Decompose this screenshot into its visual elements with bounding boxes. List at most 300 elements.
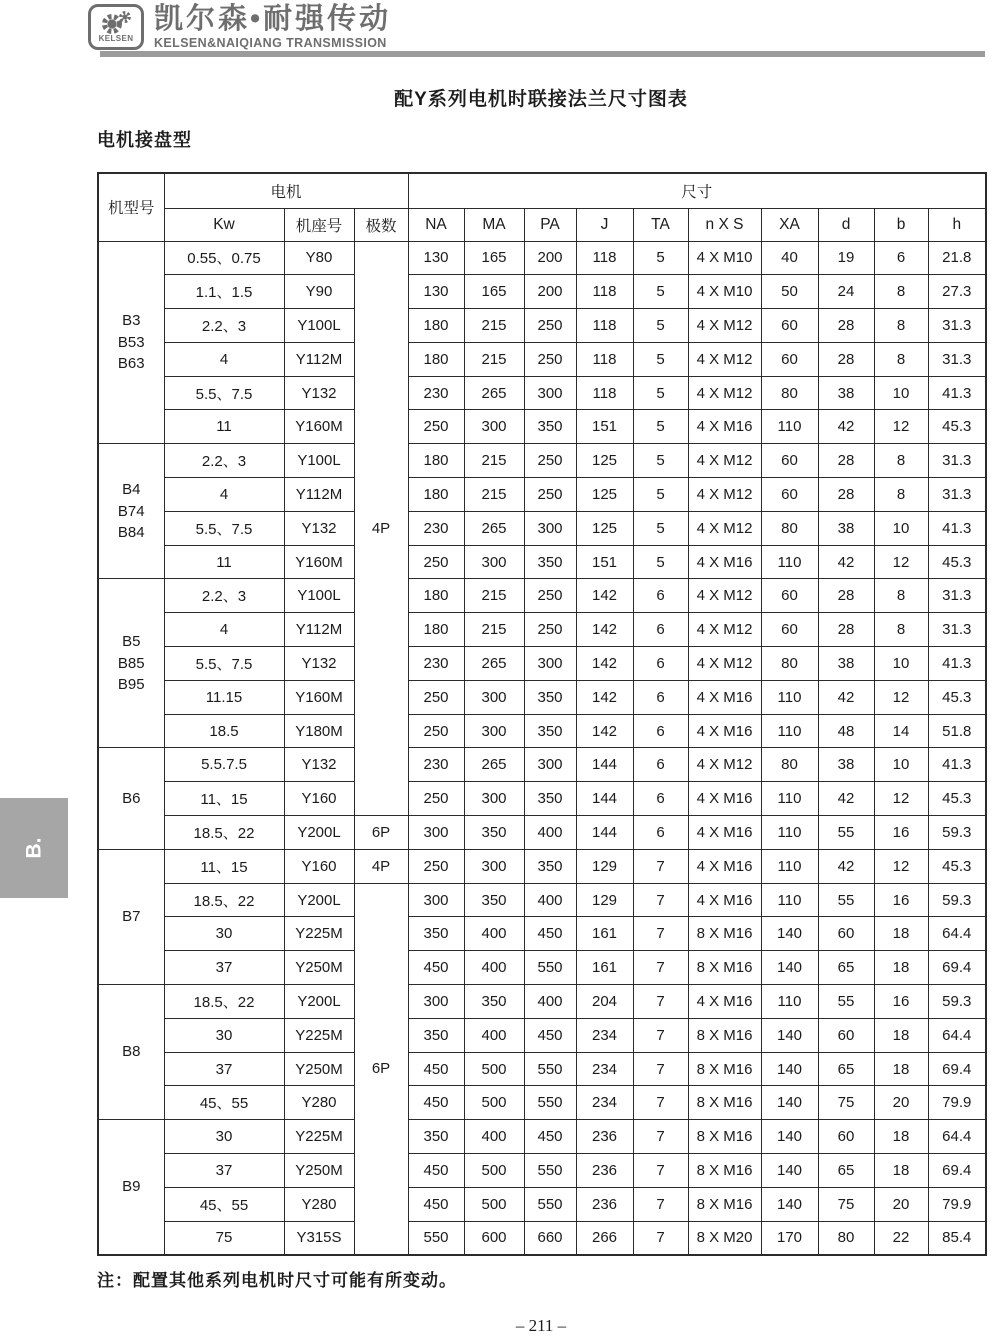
- table-row: [98, 1221, 986, 1255]
- col-header: h: [928, 208, 986, 241]
- table-row: [98, 1187, 986, 1221]
- kw-cell: 0.55、0.75: [164, 241, 284, 275]
- dim-cell: 142: [576, 613, 633, 647]
- dim-cell: 4 X M12: [688, 478, 761, 512]
- dim-cell: 28: [818, 478, 874, 512]
- dim-cell: 300: [524, 647, 576, 681]
- dim-cell: 350: [408, 1018, 464, 1052]
- dim-cell: 41.3: [928, 511, 986, 545]
- dim-cell: 350: [464, 883, 524, 917]
- dim-cell: 110: [761, 410, 818, 444]
- dim-cell: 60: [818, 917, 874, 951]
- frame-cell: Y225M: [284, 1018, 354, 1052]
- dim-cell: 236: [576, 1154, 633, 1188]
- dim-cell: 31.3: [928, 478, 986, 512]
- dim-cell: 27.3: [928, 275, 986, 309]
- frame-cell: Y112M: [284, 613, 354, 647]
- dim-cell: 450: [524, 917, 576, 951]
- dim-cell: 350: [524, 849, 576, 883]
- dim-cell: 170: [761, 1221, 818, 1255]
- dim-cell: 69.4: [928, 951, 986, 985]
- dim-cell: 5: [633, 241, 688, 275]
- dim-cell: 75: [818, 1086, 874, 1120]
- dim-cell: 10: [874, 647, 928, 681]
- dim-cell: 59.3: [928, 985, 986, 1019]
- kw-cell: 5.5.7.5: [164, 748, 284, 782]
- dim-cell: 500: [464, 1154, 524, 1188]
- col-header: J: [576, 208, 633, 241]
- kw-cell: 11.15: [164, 680, 284, 714]
- dim-cell: 31.3: [928, 613, 986, 647]
- kw-cell: 2.2、3: [164, 444, 284, 478]
- model-cell: B4 B74 B84: [98, 444, 164, 579]
- frame-cell: Y225M: [284, 917, 354, 951]
- table-row: [98, 478, 986, 512]
- dim-cell: 6: [633, 714, 688, 748]
- dim-cell: 350: [408, 917, 464, 951]
- dim-cell: 140: [761, 1154, 818, 1188]
- frame-cell: Y250M: [284, 1052, 354, 1086]
- subheader-row: [98, 208, 986, 241]
- dim-cell: 550: [524, 1086, 576, 1120]
- dim-cell: 85.4: [928, 1221, 986, 1255]
- dim-cell: 4 X M10: [688, 275, 761, 309]
- table-row: [98, 1086, 986, 1120]
- dim-cell: 250: [524, 478, 576, 512]
- dim-cell: 450: [408, 951, 464, 985]
- dim-cell: 4 X M16: [688, 782, 761, 816]
- frame-cell: Y100L: [284, 309, 354, 343]
- dim-cell: 79.9: [928, 1187, 986, 1221]
- dim-cell: 7: [633, 1052, 688, 1086]
- table-row: [98, 309, 986, 343]
- table-row: [98, 883, 986, 917]
- dim-cell: 450: [524, 1120, 576, 1154]
- dim-cell: 250: [408, 545, 464, 579]
- kw-cell: 4: [164, 342, 284, 376]
- dim-cell: 140: [761, 1052, 818, 1086]
- section-label: 电机接盘型: [97, 130, 192, 150]
- table-row: [98, 849, 986, 883]
- dim-cell: 20: [874, 1086, 928, 1120]
- dim-cell: 4 X M12: [688, 748, 761, 782]
- dim-cell: 28: [818, 342, 874, 376]
- dim-cell: 140: [761, 917, 818, 951]
- poles-cell: 6P: [354, 816, 408, 850]
- dim-cell: 60: [761, 478, 818, 512]
- dim-cell: 110: [761, 849, 818, 883]
- dim-cell: 55: [818, 985, 874, 1019]
- col-header: NA: [408, 208, 464, 241]
- kw-cell: 45、55: [164, 1187, 284, 1221]
- dim-cell: 4 X M16: [688, 849, 761, 883]
- dim-cell: 5: [633, 478, 688, 512]
- dim-cell: 250: [408, 680, 464, 714]
- kw-cell: 18.5: [164, 714, 284, 748]
- table-row: [98, 511, 986, 545]
- dim-cell: 4 X M10: [688, 241, 761, 275]
- dim-cell: 130: [408, 275, 464, 309]
- dim-cell: 8 X M16: [688, 1018, 761, 1052]
- table-row: [98, 985, 986, 1019]
- footnote: 注：配置其他系列电机时尺寸可能有所变动。: [97, 1271, 457, 1290]
- gear-logo-icon: [97, 9, 135, 37]
- brand-name-en: KELSEN&NAIQIANG TRANSMISSION: [154, 35, 387, 50]
- dim-cell: 8: [874, 275, 928, 309]
- dim-cell: 60: [761, 444, 818, 478]
- dim-cell: 80: [761, 376, 818, 410]
- dim-cell: 450: [408, 1154, 464, 1188]
- frame-cell: Y160M: [284, 410, 354, 444]
- dim-cell: 80: [761, 511, 818, 545]
- frame-cell: Y315S: [284, 1221, 354, 1255]
- dim-cell: 350: [408, 1120, 464, 1154]
- dim-cell: 450: [524, 1018, 576, 1052]
- chapter-tab: [0, 798, 68, 898]
- dim-cell: 300: [524, 376, 576, 410]
- dim-cell: 236: [576, 1120, 633, 1154]
- dim-cell: 8: [874, 613, 928, 647]
- poles-cell: 6P: [354, 883, 408, 1255]
- dim-cell: 14: [874, 714, 928, 748]
- dim-cell: 42: [818, 410, 874, 444]
- dim-cell: 180: [408, 579, 464, 613]
- dim-cell: 31.3: [928, 342, 986, 376]
- col-group-dimensions: 尺寸: [408, 173, 986, 208]
- dim-cell: 60: [761, 579, 818, 613]
- table-row: [98, 714, 986, 748]
- dim-cell: 59.3: [928, 816, 986, 850]
- dim-cell: 45.3: [928, 782, 986, 816]
- dim-cell: 350: [464, 816, 524, 850]
- dim-cell: 180: [408, 309, 464, 343]
- dim-cell: 6: [633, 816, 688, 850]
- dim-cell: 12: [874, 849, 928, 883]
- header-row-groups: [98, 173, 986, 208]
- dim-cell: 64.4: [928, 1018, 986, 1052]
- logo-text: KELSEN: [98, 34, 134, 43]
- dim-cell: 65: [818, 1154, 874, 1188]
- frame-cell: Y250M: [284, 1154, 354, 1188]
- dim-cell: 5: [633, 309, 688, 343]
- col-header: PA: [524, 208, 576, 241]
- dim-cell: 450: [408, 1187, 464, 1221]
- dim-cell: 234: [576, 1052, 633, 1086]
- dim-cell: 165: [464, 241, 524, 275]
- dim-cell: 41.3: [928, 647, 986, 681]
- kw-cell: 75: [164, 1221, 284, 1255]
- col-header: MA: [464, 208, 524, 241]
- frame-cell: Y280: [284, 1086, 354, 1120]
- dim-cell: 4 X M12: [688, 342, 761, 376]
- dim-cell: 350: [524, 545, 576, 579]
- dim-cell: 129: [576, 849, 633, 883]
- dim-cell: 16: [874, 816, 928, 850]
- frame-cell: Y225M: [284, 1120, 354, 1154]
- dim-cell: 6: [633, 579, 688, 613]
- dim-cell: 7: [633, 1086, 688, 1120]
- dim-cell: 130: [408, 241, 464, 275]
- dim-cell: 550: [408, 1221, 464, 1255]
- model-cell: B3 B53 B63: [98, 241, 164, 444]
- dim-cell: 400: [464, 951, 524, 985]
- dim-cell: 6: [633, 647, 688, 681]
- brand-header: [88, 4, 391, 50]
- col-header: 极数: [354, 208, 408, 241]
- dim-cell: 8 X M16: [688, 1120, 761, 1154]
- dim-cell: 300: [464, 545, 524, 579]
- dim-cell: 230: [408, 511, 464, 545]
- dim-cell: 5: [633, 342, 688, 376]
- dim-cell: 300: [524, 511, 576, 545]
- dim-cell: 118: [576, 342, 633, 376]
- dim-cell: 300: [464, 680, 524, 714]
- dim-cell: 6: [633, 613, 688, 647]
- dim-cell: 110: [761, 883, 818, 917]
- dim-cell: 215: [464, 342, 524, 376]
- dim-cell: 180: [408, 342, 464, 376]
- dim-cell: 142: [576, 579, 633, 613]
- dim-cell: 140: [761, 1187, 818, 1221]
- dim-cell: 110: [761, 680, 818, 714]
- dim-cell: 5: [633, 275, 688, 309]
- dim-cell: 300: [464, 410, 524, 444]
- dim-cell: 7: [633, 917, 688, 951]
- dim-cell: 250: [408, 849, 464, 883]
- dim-cell: 18: [874, 1154, 928, 1188]
- kw-cell: 11、15: [164, 782, 284, 816]
- dim-cell: 28: [818, 309, 874, 343]
- kw-cell: 5.5、7.5: [164, 376, 284, 410]
- dim-cell: 125: [576, 478, 633, 512]
- col-header: 机座号: [284, 208, 354, 241]
- dim-cell: 16: [874, 985, 928, 1019]
- dim-cell: 51.8: [928, 714, 986, 748]
- dim-cell: 65: [818, 951, 874, 985]
- dim-cell: 55: [818, 883, 874, 917]
- dim-cell: 5: [633, 444, 688, 478]
- frame-cell: Y160M: [284, 680, 354, 714]
- dim-cell: 8: [874, 444, 928, 478]
- kw-cell: 37: [164, 1154, 284, 1188]
- dim-cell: 41.3: [928, 376, 986, 410]
- dim-cell: 350: [524, 410, 576, 444]
- dim-cell: 31.3: [928, 309, 986, 343]
- dim-cell: 8 X M16: [688, 917, 761, 951]
- dim-cell: 8 X M16: [688, 1086, 761, 1120]
- dim-cell: 42: [818, 782, 874, 816]
- dim-cell: 180: [408, 613, 464, 647]
- flange-dimension-table: [97, 172, 987, 1256]
- dim-cell: 110: [761, 782, 818, 816]
- dim-cell: 7: [633, 883, 688, 917]
- dim-cell: 110: [761, 714, 818, 748]
- kw-cell: 5.5、7.5: [164, 647, 284, 681]
- dim-cell: 250: [408, 714, 464, 748]
- dim-cell: 60: [818, 1120, 874, 1154]
- table-row: [98, 241, 986, 275]
- dim-cell: 4 X M12: [688, 647, 761, 681]
- dim-cell: 4 X M16: [688, 410, 761, 444]
- dim-cell: 400: [464, 1018, 524, 1052]
- dim-cell: 266: [576, 1221, 633, 1255]
- col-header: Kw: [164, 208, 284, 241]
- table-row: [98, 748, 986, 782]
- dim-cell: 31.3: [928, 444, 986, 478]
- table-row: [98, 342, 986, 376]
- dim-cell: 161: [576, 951, 633, 985]
- dim-cell: 8: [874, 478, 928, 512]
- dim-cell: 151: [576, 545, 633, 579]
- dim-cell: 4 X M16: [688, 545, 761, 579]
- dim-cell: 234: [576, 1086, 633, 1120]
- dim-cell: 8: [874, 309, 928, 343]
- frame-cell: Y100L: [284, 579, 354, 613]
- dim-cell: 7: [633, 951, 688, 985]
- dim-cell: 18: [874, 1052, 928, 1086]
- kw-cell: 1.1、1.5: [164, 275, 284, 309]
- kw-cell: 11: [164, 410, 284, 444]
- dim-cell: 80: [818, 1221, 874, 1255]
- frame-cell: Y160: [284, 849, 354, 883]
- dim-cell: 8: [874, 342, 928, 376]
- table-row: [98, 1018, 986, 1052]
- col-group-motor: 电机: [164, 173, 408, 208]
- dim-cell: 265: [464, 511, 524, 545]
- dim-cell: 38: [818, 647, 874, 681]
- dim-cell: 400: [464, 917, 524, 951]
- table-row: [98, 816, 986, 850]
- dim-cell: 140: [761, 1120, 818, 1154]
- model-cell: B9: [98, 1120, 164, 1255]
- table-row: [98, 1052, 986, 1086]
- dim-cell: 350: [464, 985, 524, 1019]
- frame-cell: Y132: [284, 647, 354, 681]
- frame-cell: Y132: [284, 376, 354, 410]
- kw-cell: 30: [164, 1018, 284, 1052]
- frame-cell: Y200L: [284, 816, 354, 850]
- model-cell: B8: [98, 985, 164, 1120]
- dim-cell: 69.4: [928, 1052, 986, 1086]
- dim-cell: 204: [576, 985, 633, 1019]
- poles-cell: 4P: [354, 849, 408, 883]
- header-divider-bar: [100, 51, 985, 57]
- dim-cell: 12: [874, 410, 928, 444]
- kw-cell: 30: [164, 917, 284, 951]
- dim-cell: 5: [633, 511, 688, 545]
- kw-cell: 18.5、22: [164, 883, 284, 917]
- dim-cell: 4 X M12: [688, 579, 761, 613]
- dim-cell: 110: [761, 985, 818, 1019]
- dim-cell: 60: [761, 342, 818, 376]
- dim-cell: 4 X M12: [688, 309, 761, 343]
- dim-cell: 450: [408, 1086, 464, 1120]
- dim-cell: 180: [408, 444, 464, 478]
- dim-cell: 4 X M16: [688, 883, 761, 917]
- dim-cell: 300: [524, 748, 576, 782]
- dim-cell: 144: [576, 782, 633, 816]
- dim-cell: 7: [633, 1187, 688, 1221]
- dim-cell: 140: [761, 1018, 818, 1052]
- dim-cell: 4 X M12: [688, 376, 761, 410]
- dim-cell: 4 X M12: [688, 613, 761, 647]
- dim-cell: 59.3: [928, 883, 986, 917]
- dim-cell: 400: [524, 985, 576, 1019]
- dim-cell: 550: [524, 1052, 576, 1086]
- dim-cell: 118: [576, 309, 633, 343]
- table-row: [98, 579, 986, 613]
- dim-cell: 48: [818, 714, 874, 748]
- dim-cell: 350: [524, 782, 576, 816]
- brand-logo: [88, 4, 144, 50]
- dim-cell: 600: [464, 1221, 524, 1255]
- dim-cell: 250: [408, 410, 464, 444]
- dim-cell: 660: [524, 1221, 576, 1255]
- table-row: [98, 917, 986, 951]
- dim-cell: 5: [633, 410, 688, 444]
- dim-cell: 6: [633, 782, 688, 816]
- dim-cell: 18: [874, 917, 928, 951]
- dim-cell: 550: [524, 1154, 576, 1188]
- dim-cell: 129: [576, 883, 633, 917]
- dim-cell: 200: [524, 241, 576, 275]
- dim-cell: 140: [761, 1086, 818, 1120]
- col-header-model: 机型号: [98, 173, 164, 241]
- dim-cell: 12: [874, 545, 928, 579]
- dim-cell: 215: [464, 478, 524, 512]
- dim-cell: 144: [576, 816, 633, 850]
- frame-cell: Y132: [284, 511, 354, 545]
- table-row: [98, 951, 986, 985]
- dim-cell: 7: [633, 1221, 688, 1255]
- dim-cell: 8: [874, 579, 928, 613]
- dim-cell: 250: [524, 342, 576, 376]
- dim-cell: 45.3: [928, 545, 986, 579]
- dim-cell: 6: [633, 680, 688, 714]
- dim-cell: 64.4: [928, 917, 986, 951]
- dim-cell: 10: [874, 511, 928, 545]
- page-number: – 211 –: [515, 1316, 567, 1335]
- dim-cell: 400: [464, 1120, 524, 1154]
- frame-cell: Y200L: [284, 883, 354, 917]
- kw-cell: 37: [164, 951, 284, 985]
- dim-cell: 215: [464, 444, 524, 478]
- dim-cell: 7: [633, 985, 688, 1019]
- table-row: [98, 1120, 986, 1154]
- dim-cell: 24: [818, 275, 874, 309]
- dim-cell: 45.3: [928, 680, 986, 714]
- dim-cell: 550: [524, 1187, 576, 1221]
- dim-cell: 42: [818, 680, 874, 714]
- dim-cell: 38: [818, 376, 874, 410]
- chapter-tab-label: B.: [22, 837, 45, 859]
- dim-cell: 300: [464, 714, 524, 748]
- dim-cell: 110: [761, 545, 818, 579]
- dim-cell: 20: [874, 1187, 928, 1221]
- dim-cell: 4 X M16: [688, 816, 761, 850]
- dim-cell: 142: [576, 647, 633, 681]
- dim-cell: 450: [408, 1052, 464, 1086]
- dim-cell: 38: [818, 511, 874, 545]
- frame-cell: Y80: [284, 241, 354, 275]
- dim-cell: 40: [761, 241, 818, 275]
- dim-cell: 230: [408, 748, 464, 782]
- dim-cell: 215: [464, 309, 524, 343]
- dim-cell: 250: [408, 782, 464, 816]
- dim-cell: 165: [464, 275, 524, 309]
- dim-cell: 60: [818, 1018, 874, 1052]
- dim-cell: 4 X M16: [688, 714, 761, 748]
